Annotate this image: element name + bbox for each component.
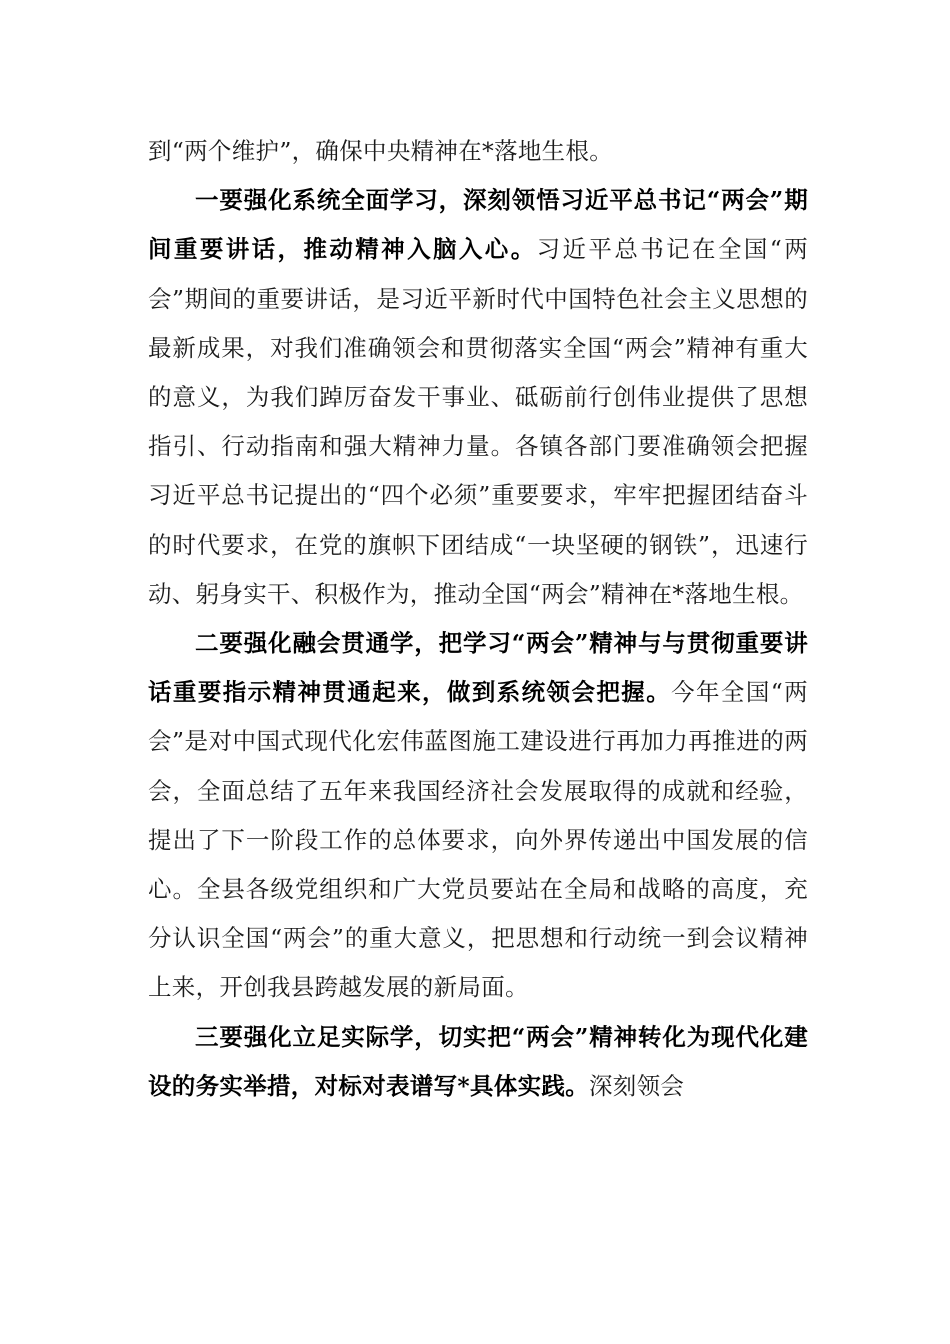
document-body [148,127,808,1111]
paragraph-text: 到“两个维护”，确保中央精神在*落地生根。 [148,137,614,165]
paragraph-third-requirement [148,1013,808,1111]
paragraph-first-requirement [148,176,808,619]
paragraph-heading: 三要强化立足实际学，切实把“两会”精神转化为现代化建设的务实举措，对标对表谱写*具体实践。 [148,1022,808,1100]
paragraph-body: 深刻领会 [589,1071,685,1100]
paragraph-heading: 一要强化系统全面学习，深刻领悟习近平总书记“两会”期间重要讲话，推动精神入脑入心。 [148,186,808,264]
paragraph-heading: 二要强化融会贯通学，把学习“两会”精神与与贯彻重要讲话重要指示精神贯通起来，做到系统领会把握。 [148,629,808,707]
paragraph-second-requirement [148,619,808,1013]
paragraph-body: 习近平总书记在全国“两会”期间的重要讲话，是习近平新时代中国特色社会主义思想的最新成果，对我们准确领会和贯彻落实全国“两会”精神有重大的意义，为我们踔厉奋发干事业、砥砺前行创伟业提供了思想指引、行动指南和强大精神力量。各镇各部门要准确领会把握习近平总书记提出的“四个必须”重要要求，牢牢把握团结奋斗的时代要求，在党的旗帜下团结成“一块坚硬的钢铁”，迅速行动、躬身实干、积极作为，推动全国“两会”精神在*落地生根。 [148,235,808,608]
paragraph-body: 今年全国“两会”是对中国式现代化宏伟蓝图施工建设进行再加力再推进的两会，全面总结了五年来我国经济社会发展取得的成就和经验，提出了下一阶段工作的总体要求，向外界传递出中国发展的信心。全县各级党组织和广大党员要站在全局和战略的高度，充分认识全国“两会”的重大意义，把思想和行动统一到会议精神上来，开创我县跨越发展的新局面。 [148,678,808,1002]
paragraph-continuation [148,127,808,176]
